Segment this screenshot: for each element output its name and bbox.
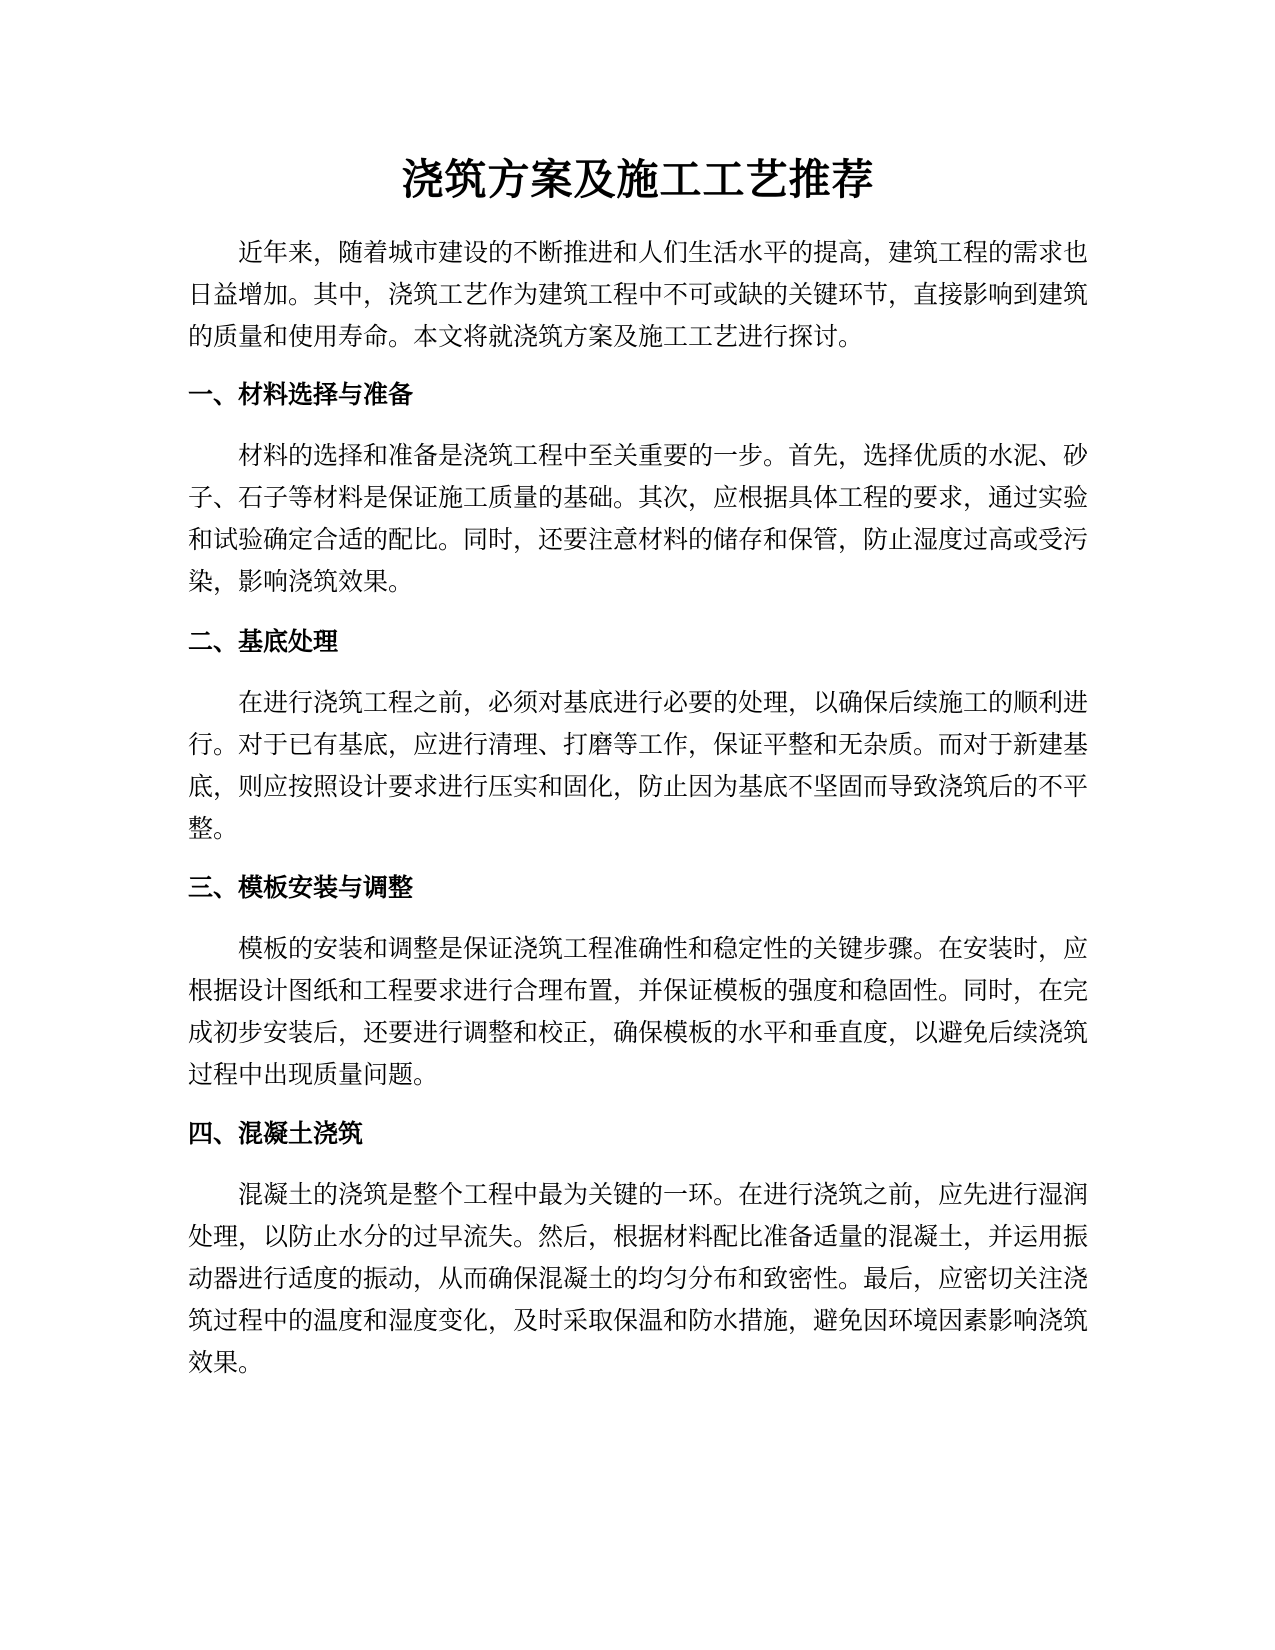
section-heading-materials: 一、材料选择与准备 [188, 380, 414, 409]
section-body-materials: 材料的选择和准备是浇筑工程中至关重要的一步。首先，选择优质的水泥、砂子、石子等材料是保证施工质量的基础。其次，应根据具体工程的要求，通过实验和试验确定合适的配比。同时，还要注意材料的储存和保管，防止湿度过高或受污染，影响浇筑效果。 [188, 441, 1089, 596]
section-heading-concrete: 四、混凝土浇筑 [188, 1119, 364, 1148]
document-title: 浇筑方案及施工工艺推荐 [401, 155, 875, 204]
section-heading-base: 二、基底处理 [188, 627, 339, 656]
section-heading-formwork: 三、模板安装与调整 [188, 873, 414, 902]
section-body-concrete: 混凝土的浇筑是整个工程中最为关键的一环。在进行浇筑之前，应先进行湿润处理，以防止水分的过早流失。然后，根据材料配比准备适量的混凝土，并运用振动器进行适度的振动，从而确保混凝土的均匀分布和致密性。最后，应密切关注浇筑过程中的温度和湿度变化，及时采取保温和防水措施，避免因环境因素影响浇筑效果。 [188, 1180, 1089, 1377]
section-body-formwork: 模板的安装和调整是保证浇筑工程准确性和稳定性的关键步骤。在安装时，应根据设计图纸和工程要求进行合理布置，并保证模板的强度和稳固性。同时，在完成初步安装后，还要进行调整和校正，确保模板的水平和垂直度，以避免后续浇筑过程中出现质量问题。 [188, 934, 1089, 1089]
intro-paragraph: 近年来，随着城市建设的不断推进和人们生活水平的提高，建筑工程的需求也日益增加。其中，浇筑工艺作为建筑工程中不可或缺的关键环节，直接影响到建筑的质量和使用寿命。本文将就浇筑方案及施工工艺进行探讨。 [188, 238, 1089, 351]
section-body-base: 在进行浇筑工程之前，必须对基底进行必要的处理，以确保后续施工的顺利进行。对于已有基底，应进行清理、打磨等工作，保证平整和无杂质。而对于新建基底，则应按照设计要求进行压实和固化，防止因为基底不坚固而导致浇筑后的不平整。 [188, 688, 1089, 843]
